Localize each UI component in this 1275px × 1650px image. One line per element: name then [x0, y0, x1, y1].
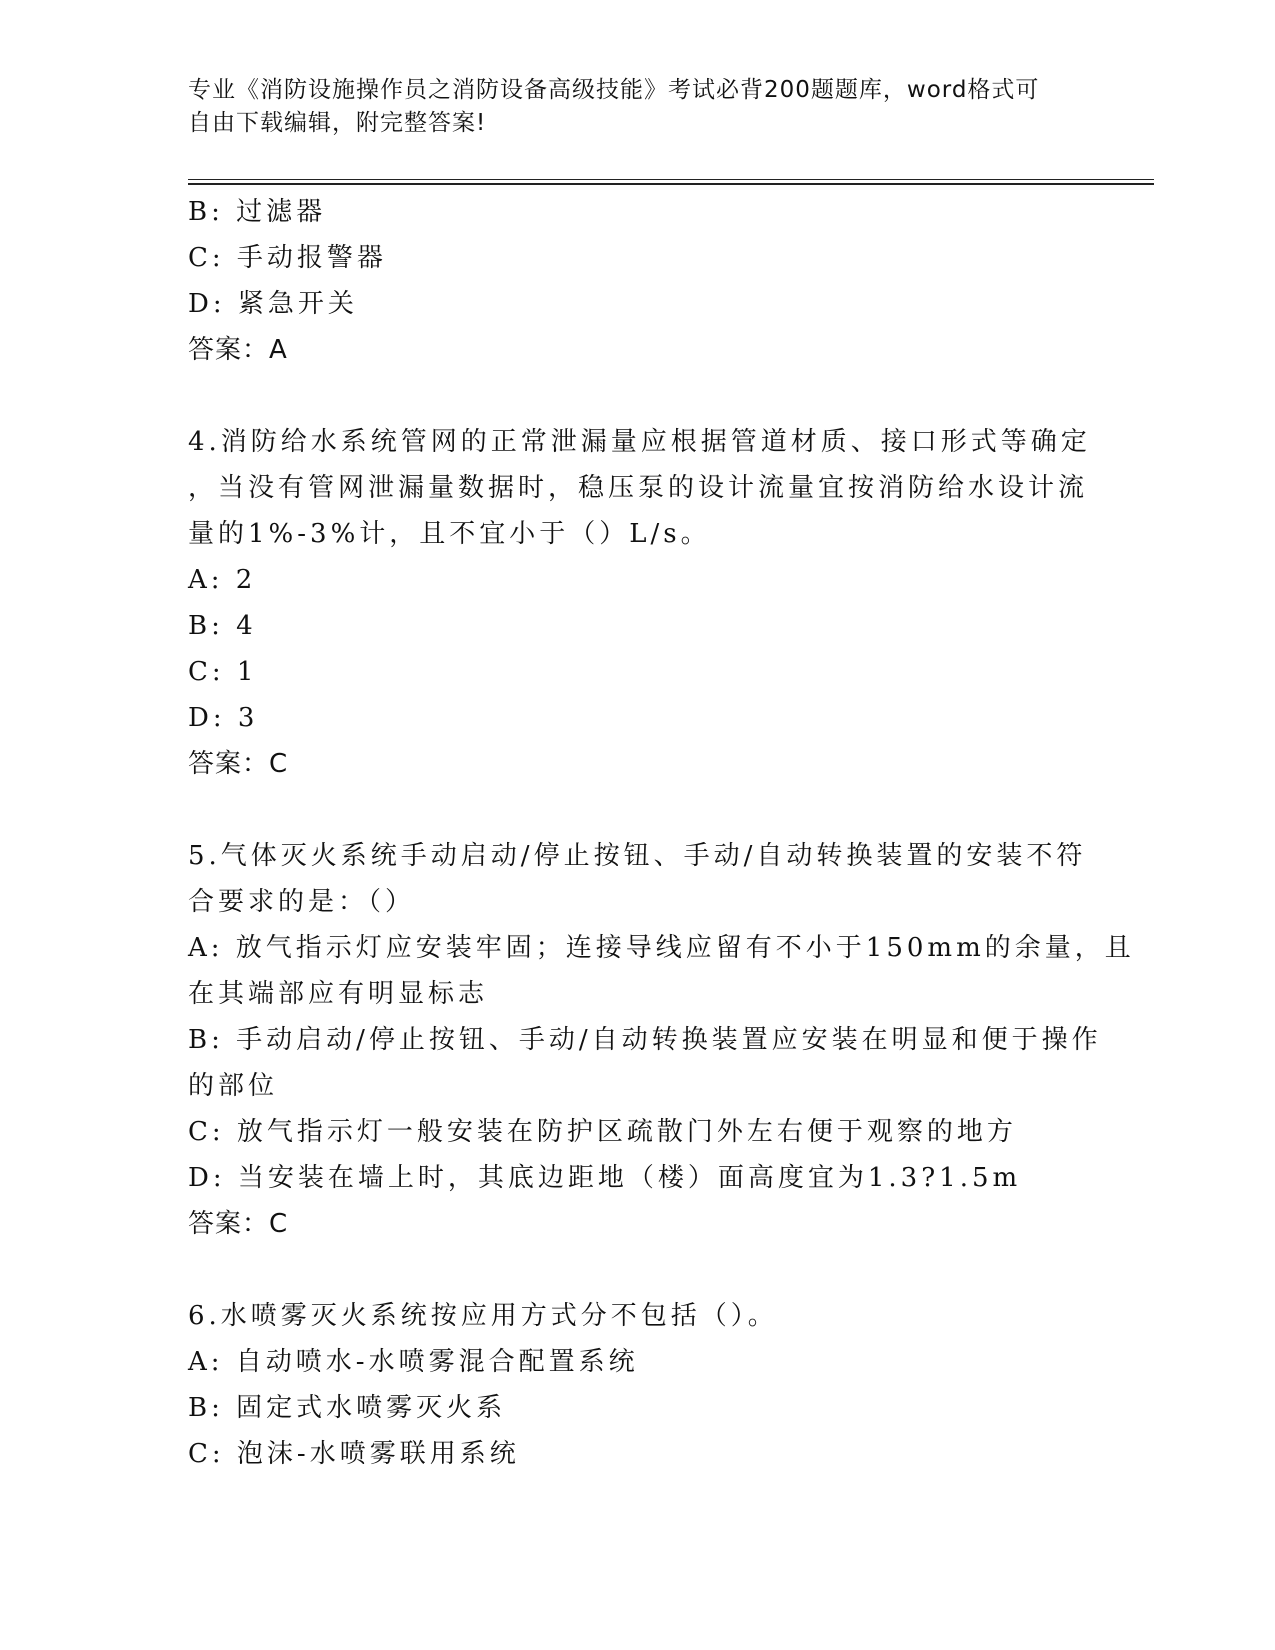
option-c: C: 放气指示灯一般安装在防护区疏散门外左右便于观察的地方: [188, 1117, 1017, 1147]
question-stem-line: 量的1%-3%计，且不宜小于（）L/s。: [188, 519, 711, 549]
option-c: C: 泡沫-水喷雾联用系统: [188, 1439, 520, 1469]
header-title-line-1: 专业《消防设施操作员之消防设备高级技能》考试必背200题题库，word格式可: [188, 77, 1040, 103]
question-list: [188, 189, 1135, 1477]
question-4: [188, 419, 1091, 787]
question-6: [188, 1293, 1088, 1477]
option-b: B: 过滤器: [188, 197, 327, 227]
spacer: [188, 1247, 1088, 1293]
question-stem-line: ，当没有管网泄漏量数据时，稳压泵的设计流量宜按消防给水设计流: [188, 473, 1089, 503]
answer-line: 答案：C: [188, 749, 289, 779]
answer-line: 答案：C: [188, 1209, 289, 1239]
option-a: A: 自动喷水-水喷雾混合配置系统: [188, 1347, 639, 1377]
option-b-continued: 的部位: [188, 1071, 279, 1101]
option-b: B: 固定式水喷雾灭火系: [188, 1393, 507, 1423]
option-d: D: 当安装在墙上时，其底边距地（楼）面高度宜为1.3?1.5m: [188, 1163, 1022, 1193]
option-c: C: 1: [188, 657, 258, 687]
option-a-continued: 在其端部应有明显标志: [188, 979, 489, 1009]
question-3-tail: [188, 189, 1088, 373]
question-stem-line: 合要求的是：（）: [188, 887, 416, 917]
spacer: [188, 373, 1088, 419]
option-a: A: 2: [188, 565, 257, 595]
option-b: B: 4: [188, 611, 257, 641]
header-divider-thin: [188, 179, 1154, 180]
header-title-line-2: 自由下载编辑，附完整答案!: [188, 110, 487, 136]
document-header: [188, 74, 1088, 140]
question-stem-line: 4.消防给水系统管网的正常泄漏量应根据管道材质、接口形式等确定: [188, 427, 1091, 457]
question-5: [188, 833, 1135, 1247]
answer-line: 答案：A: [188, 335, 288, 365]
spacer: [188, 787, 1088, 833]
option-d: D: 3: [188, 703, 259, 733]
option-a: A: 放气指示灯应安装牢固；连接导线应留有不小于150mm的余量，且: [188, 933, 1135, 963]
question-stem-line: 5.气体灭火系统手动启动/停止按钮、手动/自动转换装置的安装不符: [188, 841, 1087, 871]
option-b: B: 手动启动/停止按钮、手动/自动转换装置应安装在明显和便于操作: [188, 1025, 1102, 1055]
option-d: D: 紧急开关: [188, 289, 358, 319]
header-divider-thick: [188, 183, 1154, 185]
option-c: C: 手动报警器: [188, 243, 387, 273]
question-stem-line: 6.水喷雾灭火系统按应用方式分不包括（）。: [188, 1301, 778, 1331]
